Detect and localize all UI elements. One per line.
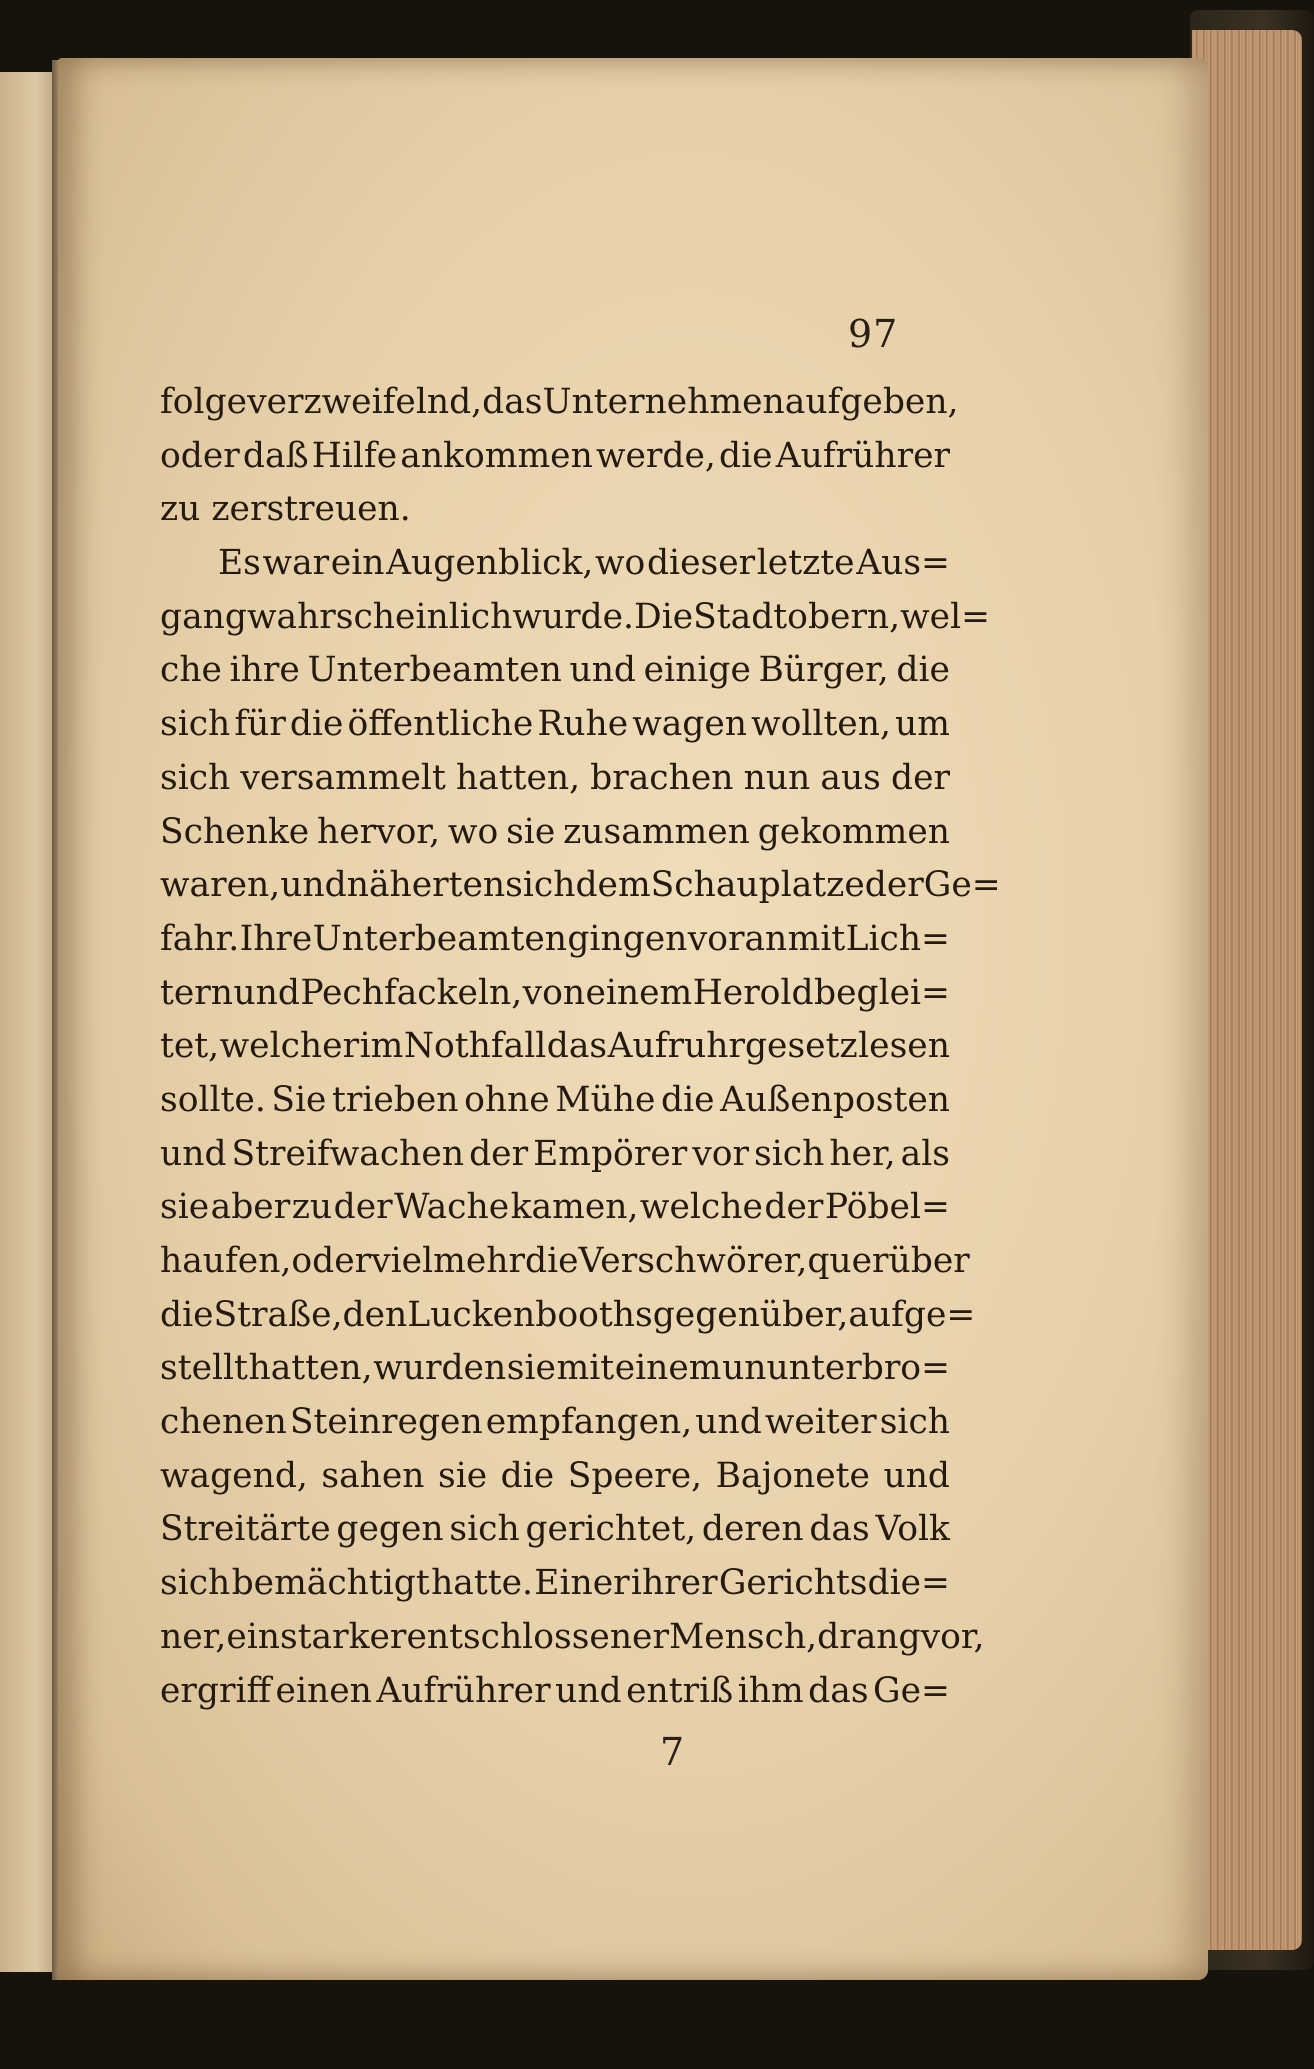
word: kamen, <box>510 1187 639 1228</box>
word: gerichtet, <box>525 1509 697 1550</box>
word: Sie <box>271 1079 327 1120</box>
word: tet, <box>160 1026 220 1067</box>
word: Ihre <box>239 918 313 959</box>
word: welche <box>639 1187 763 1228</box>
word: gingen <box>567 918 688 959</box>
word: sich <box>160 704 231 745</box>
word: einem <box>585 972 693 1013</box>
word: Herold <box>692 972 814 1013</box>
word: Aufruhrgesetz <box>607 1026 858 1067</box>
word: hatten, <box>455 757 581 798</box>
word: und <box>233 972 300 1013</box>
word: wagen <box>632 704 748 745</box>
word: aus <box>820 757 881 798</box>
word: ein <box>226 1616 280 1657</box>
text-line-paragraph-start <box>160 537 950 591</box>
word: als <box>900 1133 950 1174</box>
word: mit <box>787 918 846 959</box>
word: ununterbro= <box>722 1348 950 1389</box>
word: Verschwörer, <box>578 1241 808 1281</box>
word: sich <box>160 757 231 798</box>
word: wel= <box>900 596 991 637</box>
text-line <box>160 752 950 806</box>
word: wurde. <box>512 596 635 637</box>
word: werde, <box>595 435 716 476</box>
word: verzweifelnd, <box>247 382 483 422</box>
text-line <box>160 1342 950 1396</box>
word: gegen <box>336 1509 444 1550</box>
word: folge <box>160 382 248 422</box>
word: Luckenbooths <box>407 1294 653 1335</box>
word: und <box>569 650 636 691</box>
word: Streitärte <box>160 1509 331 1550</box>
word: Stadtobern, <box>693 596 901 637</box>
word: starker <box>279 1616 407 1657</box>
word: Lich= <box>845 918 950 959</box>
word: bemächtigt <box>231 1563 430 1604</box>
word: Einer <box>534 1563 630 1604</box>
word: zu <box>291 1187 333 1228</box>
word: ihre <box>229 650 300 691</box>
word: Streifwachen <box>231 1133 465 1174</box>
text-line <box>160 806 950 860</box>
text-line <box>160 1074 950 1128</box>
word: Unternehmen <box>542 382 785 422</box>
word: Nothfall <box>403 1026 547 1067</box>
word: einem <box>614 1348 722 1389</box>
word: ergriff <box>160 1670 272 1711</box>
word: und <box>160 1133 227 1174</box>
word: um <box>894 704 950 745</box>
body-text <box>160 376 1001 1718</box>
word: die <box>896 650 950 691</box>
word: der <box>864 865 924 906</box>
signature-mark: 7 <box>660 1730 685 1774</box>
word: das <box>808 1670 869 1711</box>
word: Hilfe <box>311 435 398 476</box>
word: versammelt <box>240 757 446 798</box>
word: daß <box>242 435 309 476</box>
word: weiter <box>764 1402 877 1443</box>
word: wollten, <box>751 704 891 745</box>
text-line <box>160 1611 985 1665</box>
text-line <box>160 430 950 484</box>
word: entschlossener <box>406 1616 669 1657</box>
word: drang <box>817 1616 921 1657</box>
word: wahrscheinlich <box>246 596 513 637</box>
word: sie <box>160 1187 210 1228</box>
word: ein <box>330 543 385 584</box>
word: über <box>888 1241 970 1281</box>
word: Aus= <box>856 543 950 584</box>
page-number: 97 <box>848 312 899 356</box>
word: der <box>890 757 950 798</box>
word: letzte <box>756 543 855 584</box>
word: stellt <box>160 1348 248 1389</box>
word: Augenblick, <box>386 543 594 584</box>
word: die <box>660 1079 715 1120</box>
word: fahr. <box>160 918 240 959</box>
word: trieben <box>331 1079 459 1120</box>
word: Ruhe <box>537 704 629 745</box>
word: dieser <box>646 543 756 584</box>
word: die <box>289 704 344 745</box>
text-line <box>160 859 1001 913</box>
word: aufgeben, <box>784 382 959 422</box>
word: zusammen <box>563 811 750 852</box>
word: vor, <box>920 1616 985 1657</box>
word: gang <box>160 596 247 637</box>
word: sahen <box>321 1455 425 1496</box>
word: einen <box>275 1670 372 1711</box>
word: ankommen <box>400 435 593 476</box>
word: Mensch, <box>668 1616 818 1657</box>
text-line <box>160 1289 976 1343</box>
word: und <box>280 865 347 906</box>
word: Straße, <box>213 1294 343 1335</box>
text-line <box>160 1396 950 1450</box>
text-line <box>160 913 950 967</box>
word: entriß <box>626 1670 734 1711</box>
word: Ge= <box>923 865 1001 906</box>
word: Aufrührer <box>775 435 950 476</box>
word: den <box>342 1294 408 1335</box>
text-line <box>160 698 950 752</box>
word: im <box>359 1026 404 1067</box>
word: für <box>234 704 286 745</box>
text-line <box>160 1128 950 1182</box>
word: Die <box>634 596 694 637</box>
word: Schauplatze <box>650 865 865 906</box>
word: hatte. <box>431 1563 533 1604</box>
word: hatten, <box>248 1348 373 1389</box>
text-line <box>160 644 950 698</box>
word: die <box>500 1455 555 1496</box>
word: sich <box>879 1402 950 1443</box>
word: vielmehr <box>371 1241 525 1281</box>
word: wo <box>447 811 499 852</box>
text-line <box>160 1020 950 1074</box>
word: sich <box>754 1133 825 1174</box>
word: die <box>160 1294 214 1335</box>
word: wo <box>594 543 646 584</box>
word: tern <box>160 972 233 1013</box>
word: mit <box>556 1348 615 1389</box>
word: nun <box>743 757 811 798</box>
word: beglei= <box>813 972 950 1013</box>
word: gekommen <box>757 811 950 852</box>
word: Mühe <box>555 1079 656 1120</box>
word: Volk <box>875 1509 950 1550</box>
word: das <box>546 1026 608 1067</box>
word: aufge= <box>848 1294 976 1335</box>
word: Unterbeamten <box>307 650 562 691</box>
word: die <box>719 435 773 476</box>
word: Schenke <box>160 811 310 852</box>
text-line <box>160 591 991 645</box>
word: das <box>482 382 543 422</box>
word: oder <box>160 435 240 476</box>
word: sich <box>505 865 576 906</box>
text-line <box>160 1450 950 1504</box>
text-line: zu zerstreuen. <box>160 489 411 530</box>
word: empfangen, <box>485 1402 693 1443</box>
word: näherten <box>346 865 506 906</box>
word: und <box>883 1455 950 1496</box>
word: Außenposten <box>720 1079 950 1120</box>
word: Pechfackeln, <box>300 972 523 1013</box>
word: die <box>524 1241 579 1281</box>
word: sie <box>438 1455 488 1496</box>
word: vor <box>692 1133 750 1174</box>
word: ihm <box>737 1670 804 1711</box>
word: Wache <box>394 1187 510 1228</box>
word: waren, <box>160 865 281 906</box>
text-line <box>160 1557 950 1611</box>
word: öffentliche <box>347 704 534 745</box>
word: gegenüber, <box>652 1294 849 1335</box>
text-line <box>160 1503 950 1557</box>
text-line <box>160 1181 950 1235</box>
word: sich <box>449 1509 520 1550</box>
word: Pöbel= <box>824 1187 950 1228</box>
word: der <box>469 1133 529 1174</box>
word: Aufrührer <box>376 1670 551 1711</box>
text-line <box>160 967 950 1021</box>
word: haufen, <box>160 1241 292 1281</box>
word: und <box>695 1402 762 1443</box>
word: das <box>809 1509 870 1550</box>
page-edges <box>1192 30 1302 1950</box>
word: Unterbeamten <box>312 918 568 959</box>
word: Es <box>218 543 261 584</box>
word: lesen <box>858 1026 950 1067</box>
word: sie <box>506 811 556 852</box>
word: welcher <box>219 1026 360 1067</box>
word: war <box>262 543 330 584</box>
text-line <box>160 376 959 430</box>
word: her, <box>829 1133 896 1174</box>
word: Steinregen <box>289 1402 483 1443</box>
left-page-edge <box>0 72 60 1972</box>
word: einige <box>643 650 751 691</box>
word: quer <box>807 1241 889 1281</box>
word: dem <box>575 865 651 906</box>
word: ner, <box>160 1616 227 1657</box>
text-line <box>160 1665 950 1719</box>
word: voran <box>687 918 788 959</box>
word: sich <box>160 1563 231 1604</box>
word: brachen <box>590 757 734 798</box>
word: Gerichtsdie= <box>718 1563 950 1604</box>
word: che <box>160 650 222 691</box>
word: ihrer <box>630 1563 718 1604</box>
word: wagend, <box>160 1455 308 1496</box>
word: Bajonete <box>715 1455 870 1496</box>
word: chenen <box>160 1402 287 1443</box>
word: der <box>333 1187 393 1228</box>
word: aber <box>210 1187 291 1228</box>
word: und <box>555 1670 622 1711</box>
word: deren <box>701 1509 804 1550</box>
word: wurden <box>373 1348 507 1389</box>
word: hervor, <box>317 811 441 852</box>
word: Bürger, <box>758 650 889 691</box>
word: sollte. <box>160 1079 266 1120</box>
text-line <box>160 1235 970 1289</box>
word: ohne <box>464 1079 550 1120</box>
word: Empörer <box>533 1133 688 1174</box>
word: oder <box>291 1241 372 1281</box>
word: Speere, <box>567 1455 703 1496</box>
word: der <box>764 1187 824 1228</box>
word: von <box>522 972 586 1013</box>
word: Ge= <box>873 1670 950 1711</box>
word: sie <box>506 1348 556 1389</box>
